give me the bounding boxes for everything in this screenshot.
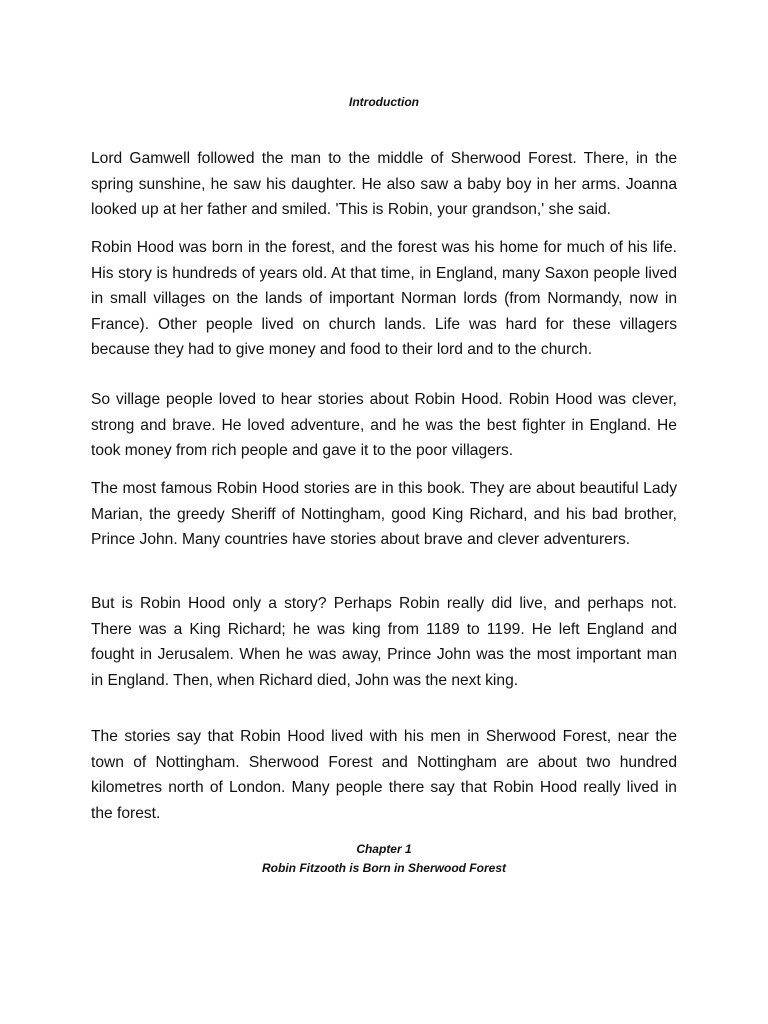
paragraph-3: So village people loved to hear stories about Robin Hood. Robin Hood was clever, strong and brave. He loved adventure, and he was the best fighter in England. He took money from rich people and gave it to the poor villagers.: [91, 391, 677, 459]
paragraph-1: Lord Gamwell followed the man to the middle of Sherwood Forest. There, in the spring sunshine, he saw his daughter. He also saw a baby boy in her arms. Joanna looked up at her father and smiled. 'This is Robin, your grandson,' she said.: [91, 150, 677, 218]
introduction-heading: Introduction: [349, 95, 419, 109]
paragraph-6: The stories say that Robin Hood lived with his men in Sherwood Forest, near the town of Nottingham. Sherwood Forest and Nottingham are about two hundred kilometres north of London. Many people there say that Robin Hood really lived in the forest.: [91, 728, 677, 822]
chapter-label: Chapter 1: [356, 842, 412, 856]
paragraph-2: Robin Hood was born in the forest, and the forest was his home for much of his life. His story is hundreds of years old. At that time, in England, many Saxon people lived in small villages on the lands of important Norman lords (from Normandy, now in France). Other people lived on church lands. Life was hard for these villagers because they had to give money and food to their lord and to the church.: [91, 239, 677, 358]
paragraph-4: The most famous Robin Hood stories are in this book. They are about beautiful Lady Marian, the greedy Sheriff of Nottingham, good King Richard, and his bad brother, Prince John. Many countries have stories about brave and clever adventurers.: [91, 480, 677, 548]
chapter-title: Robin Fitzooth is Born in Sherwood Forest: [262, 861, 506, 875]
paragraph-5: But is Robin Hood only a story? Perhaps Robin really did live, and perhaps not. There was a King Richard; he was king from 1189 to 1199. He left England and fought in Jerusalem. When he was away, Prince John was the most important man in England. Then, when Richard died, John was the next king.: [91, 595, 677, 689]
